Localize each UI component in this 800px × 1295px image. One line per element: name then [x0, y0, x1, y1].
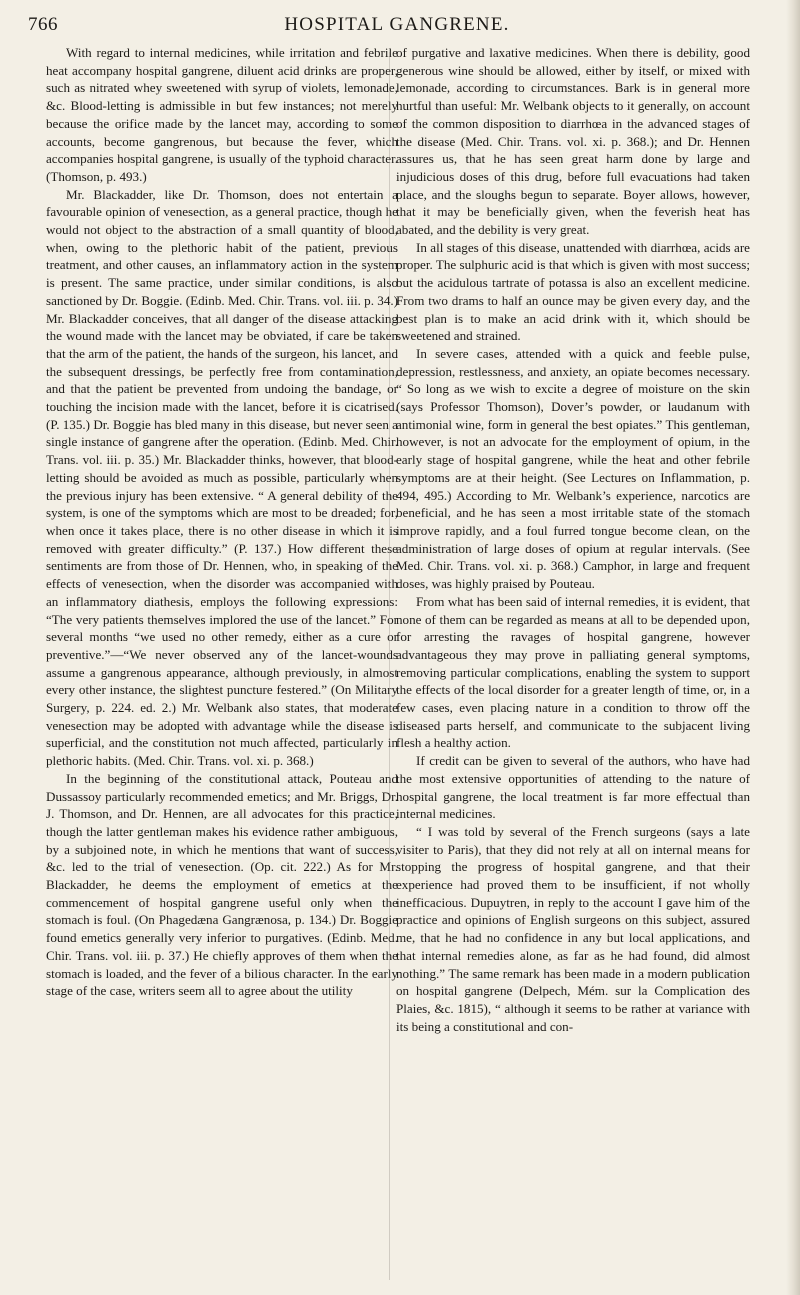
paragraph-internal-medicines: With regard to internal medicines, while irritation and febrile heat accompany hospital gangrene, diluent acid drinks are proper, such as nitrated whey sweetened with syrup of violets, lemonade, &c. Blood-letting is admissible in but few instances; not merely because the orifice made by the lancet may, according to some accounts, become gangrenous, but because the fever, which accompanies hospital gangrene, is usually of the typhoid character. (Thomson, p. 493.)	[46, 45, 398, 184]
page-edge-shadow	[786, 0, 800, 1295]
paragraph-purgatives-continued: of purgative and laxative medicines. When there is debility, good generous wine should be allowed, either by itself, or mixed with lemonade, according to circumstances. Bark is in general more hurtful than useful: Mr. Welbank objects to it generally, on account of the common disposition to diarrhœa in the advanced stages of the disease (Med. Chir. Trans. vol. xi. p. 368.); and Dr. Hennen assures us, that he has seen great harm done by large and injudicious doses of this drug, before full evacuations had taken place, and the sloughs begun to separate. Boyer allows, however, that it may be beneficially given, when the feverish heat has abated, and the debility is very great.	[396, 45, 750, 238]
right-column	[396, 44, 750, 1284]
left-column	[46, 44, 398, 1284]
paragraph-emetics: In the beginning of the constitutional attack, Pouteau and Dussassoy particularly recommended emetics; and Mr. Briggs, Dr. J. Thomson, and Dr. Hennen, are all advocates for this practice, though the latter gentleman makes his evidence rather ambiguous, by a subjoined note, in which he mentions that want of success, &c. led to the trial of venesection. (Op. cit. 222.) As for Mr. Blackadder, he deems the employment of emetics at the commencement of hospital gangrene useful only when the stomach is foul. (On Phagedæna Gangrænosa, p. 134.) Dr. Boggie found emetics generally very inferior to purgatives. (Edinb. Med. Chir. Trans. vol. iii. p. 37.) He chiefly approves of them when the stomach is loaded, and the fever of a bilious character. In the early stage of the case, writers seem all to agree about the utility	[46, 770, 398, 999]
page-number: 766	[28, 14, 58, 35]
running-title: HOSPITAL GANGRENE.	[284, 14, 510, 35]
paragraph-local-treatment: If credit can be given to several of the authors, who have had the most extensive opportunities of attending to the nature of hospital gangrene, the local treatment is far more effectual than internal medicines.	[396, 753, 750, 822]
paragraph-internal-remedies-summary: From what has been said of internal remedies, it is evident, that none of them can be regarded as means at all to be depended upon, for arresting the ravages of hospital gangrene, however advantageous they may prove in palliating general symptoms, removing particular complications, enabling the system to support the effects of the local disorder for a greater length of time, or, in a few cases, even placing nature in a condition to throw off the diseased parts herself, and communicate to the subjacent living flesh a healthy action.	[396, 593, 750, 751]
paragraph-opiates: In severe cases, attended with a quick and feeble pulse, depression, restlessness, and anxiety, an opiate becomes necessary. “ So long as we wish to excite a degree of moisture on the skin (says Professor Thomson), Dover’s powder, or laudanum with antimonial wine, form in general the best opiates.” This gentleman, however, is not an advocate for the employment of opium, in the early stage of hospital gangrene, while the heat and other febrile symptoms are at their height. (See Lectures on Inflammation, p. 494, 495.) According to Mr. Welbank’s experience, narcotics are beneficial, and he has seen a most irritable state of the stomach improve rapidly, and a foul furred tongue become clean, on the administration of large doses of opium at regular intervals. (See Med. Chir. Trans. vol. xi. p. 368.) Camphor, in large and frequent doses, was highly praised by Pouteau.	[396, 345, 750, 592]
paragraph-acids: In all stages of this disease, unattended with diarrhœa, acids are proper. The sulphuric acid is that which is given with most success; but the acidulous tartrate of potassa is also an excellent medicine. From two drams to half an ounce may be given every day, and the best plan is to make an acid drink with it, which should be sweetened and strained.	[396, 239, 750, 344]
page-header	[28, 14, 766, 46]
paragraph-blackadder-venesection: Mr. Blackadder, like Dr. Thomson, does not entertain a favourable opinion of venesection, as a general practice, though he would not object to the abstraction of a small quantity of blood, when, owing to the plethoric habit of the patient, previous treatment, and other causes, an inflammatory action in the system is present. The same practice, under similar conditions, is also sanctioned by Dr. Boggie. (Edinb. Med. Chir. Trans. vol. iii. p. 34.) Mr. Blackadder conceives, that all danger of the disease attacking the wound made with the lancet may be obviated, if care be taken that the arm of the patient, the hands of the surgeon, his lancet, and the subsequent dressings, be perfectly free from contamination, and that the patient be prevented from undoing the bandage, or touching the incision made with the lancet, before it is cicatrised. (P. 135.) Dr. Boggie has bled many in this disease, but never seen a single instance of gangrene after the operation. (Edinb. Med. Chir. Trans. vol. iii. p. 35.) Mr. Blackadder thinks, however, that blood-letting should be avoided as much as possible, particularly when the previous injury has been extensive. “ A general debility of the system, is one of the symptoms which are most to be dreaded; for, when once it takes place, there is no other disease in which it is removed with greater difficulty.” (P. 137.) How different these sentiments are from those of Dr. Hennen, who, in speaking of the effects of venesection, when the disorder was accompanied with an inflammatory diathesis, employs the following expressions: “The very patients themselves implored the use of the lancet.” For several months “we used no other remedy, either as a cure or preventive.”—“We never observed any of the lancet-wounds assume a gangrenous appearance, although previously, in almost every other instance, the slightest puncture festered.” (On Military Surgery, p. 224. ed. 2.) Mr. Welbank also states, that moderate venesection may be adopted with advantage while the disease is superficial, and the constitution not much affected, particularly in plethoric habits. (Med. Chir. Trans. vol. xi. p. 368.)	[46, 186, 398, 769]
column-divider	[389, 52, 390, 1280]
paragraph-french-surgeons: “ I was told by several of the French surgeons (says a late visiter to Paris), that they did not rely at all on internal means for stopping the progress of hospital gangrene, and that their experience had proved them to be insufficient, if not wholly inefficacious. Dupuytren, in reply to the account I gave him of the practice and opinions of English surgeons on this subject, assured me, that he had no confidence in any but local applications, and that internal remedies alone, as far as he had found, did almost nothing.” The same remark has been made in a modern publication on hospital gangrene (Delpech, Mém. sur la Complication des Plaies, &c. 1815), “ although it seems to be rather at variance with its being a constitutional and con-	[396, 823, 750, 1034]
